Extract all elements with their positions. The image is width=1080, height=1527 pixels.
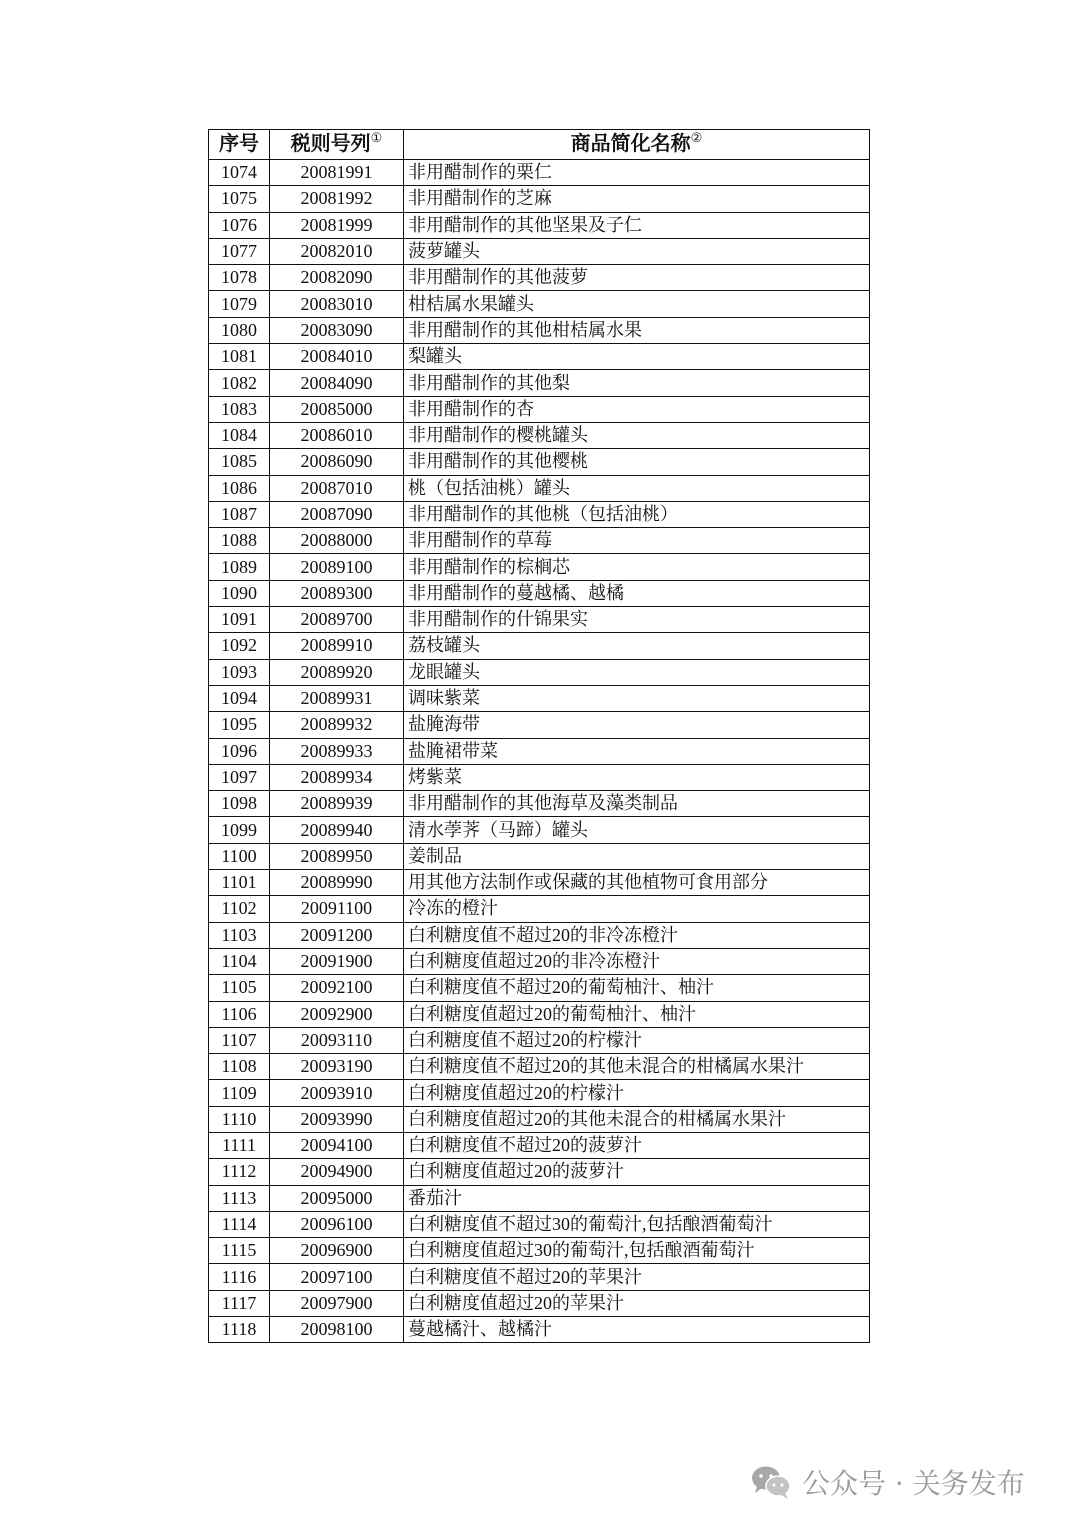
cell-code: 20089932 [270,712,404,738]
cell-name: 白利糖度值不超过20的葡萄柚汁、柚汁 [404,975,870,1001]
cell-seq: 1101 [209,870,270,896]
cell-seq: 1107 [209,1027,270,1053]
table-row [209,449,870,475]
watermark [750,1460,1025,1504]
table-row [209,528,870,554]
table-row [209,554,870,580]
table-row [209,475,870,501]
cell-code: 20089100 [270,554,404,580]
table-row [209,843,870,869]
cell-name: 龙眼罐头 [404,659,870,685]
cell-seq: 1100 [209,843,270,869]
cell-code: 20082090 [270,265,404,291]
cell-code: 20084090 [270,370,404,396]
cell-name: 白利糖度值超过20的柠檬汁 [404,1080,870,1106]
cell-code: 20094100 [270,1132,404,1158]
table-row [209,317,870,343]
cell-code: 20091100 [270,896,404,922]
cell-code: 20086010 [270,422,404,448]
cell-name: 非用醋制作的什锦果实 [404,607,870,633]
table-body [209,160,870,1343]
table-row [209,186,870,212]
cell-name: 用其他方法制作或保藏的其他植物可食用部分 [404,870,870,896]
table-row [209,791,870,817]
table-row [209,1185,870,1211]
header-code-note: ① [370,130,383,145]
table-row [209,922,870,948]
cell-code: 20089940 [270,817,404,843]
cell-code: 20081991 [270,160,404,186]
cell-seq: 1089 [209,554,270,580]
cell-seq: 1110 [209,1106,270,1132]
cell-name: 番茄汁 [404,1185,870,1211]
cell-code: 20086090 [270,449,404,475]
cell-code: 20089990 [270,870,404,896]
cell-seq: 1103 [209,922,270,948]
cell-seq: 1116 [209,1264,270,1290]
cell-name: 非用醋制作的其他菠萝 [404,265,870,291]
cell-name: 非用醋制作的樱桃罐头 [404,422,870,448]
cell-code: 20093910 [270,1080,404,1106]
cell-seq: 1090 [209,580,270,606]
table-row [209,738,870,764]
cell-name: 白利糖度值不超过20的非冷冻橙汁 [404,922,870,948]
cell-name: 非用醋制作的蔓越橘、越橘 [404,580,870,606]
table-row [209,1132,870,1158]
cell-code: 20095000 [270,1185,404,1211]
cell-seq: 1094 [209,685,270,711]
cell-name: 菠萝罐头 [404,238,870,264]
cell-name: 非用醋制作的其他坚果及子仁 [404,212,870,238]
cell-code: 20091200 [270,922,404,948]
cell-seq: 1093 [209,659,270,685]
cell-seq: 1106 [209,1001,270,1027]
cell-seq: 1078 [209,265,270,291]
cell-name: 白利糖度值超过20的非冷冻橙汁 [404,948,870,974]
cell-code: 20087010 [270,475,404,501]
cell-name: 非用醋制作的栗仁 [404,160,870,186]
cell-name: 调味紫菜 [404,685,870,711]
cell-name: 白利糖度值不超过20的菠萝汁 [404,1132,870,1158]
table-row [209,370,870,396]
cell-name: 姜制品 [404,843,870,869]
cell-code: 20098100 [270,1317,404,1343]
cell-code: 20083010 [270,291,404,317]
cell-seq: 1091 [209,607,270,633]
cell-name: 非用醋制作的棕榈芯 [404,554,870,580]
cell-code: 20093110 [270,1027,404,1053]
cell-name: 白利糖度值不超过30的葡萄汁,包括酿酒葡萄汁 [404,1211,870,1237]
table-row [209,948,870,974]
cell-code: 20089920 [270,659,404,685]
cell-seq: 1084 [209,422,270,448]
table-row [209,975,870,1001]
cell-seq: 1075 [209,186,270,212]
cell-code: 20089939 [270,791,404,817]
cell-seq: 1097 [209,764,270,790]
table-row [209,1106,870,1132]
cell-code: 20089950 [270,843,404,869]
table-row [209,1080,870,1106]
cell-name: 白利糖度值不超过20的苹果汁 [404,1264,870,1290]
cell-code: 20094900 [270,1159,404,1185]
cell-seq: 1079 [209,291,270,317]
table-row [209,896,870,922]
cell-code: 20093190 [270,1054,404,1080]
cell-seq: 1082 [209,370,270,396]
table-row [209,238,870,264]
cell-seq: 1096 [209,738,270,764]
cell-name: 非用醋制作的杏 [404,396,870,422]
cell-seq: 1076 [209,212,270,238]
cell-code: 20081992 [270,186,404,212]
cell-code: 20097100 [270,1264,404,1290]
cell-seq: 1117 [209,1290,270,1316]
table-row [209,265,870,291]
cell-name: 盐腌裙带菜 [404,738,870,764]
table-row [209,501,870,527]
cell-name: 非用醋制作的其他樱桃 [404,449,870,475]
cell-code: 20089910 [270,633,404,659]
table-row [209,633,870,659]
cell-seq: 1115 [209,1238,270,1264]
cell-code: 20089700 [270,607,404,633]
cell-seq: 1086 [209,475,270,501]
table-row [209,685,870,711]
cell-seq: 1104 [209,948,270,974]
cell-seq: 1077 [209,238,270,264]
cell-seq: 1083 [209,396,270,422]
table-row [209,1264,870,1290]
cell-name: 白利糖度值超过20的菠萝汁 [404,1159,870,1185]
table-row [209,607,870,633]
cell-seq: 1074 [209,160,270,186]
cell-seq: 1109 [209,1080,270,1106]
cell-seq: 1118 [209,1317,270,1343]
cell-name: 梨罐头 [404,344,870,370]
cell-code: 20088000 [270,528,404,554]
table-row [209,1211,870,1237]
cell-code: 20084010 [270,344,404,370]
header-code: 税则号列① [270,130,404,160]
cell-code: 20089934 [270,764,404,790]
cell-code: 20096900 [270,1238,404,1264]
header-seq: 序号 [209,130,270,160]
table-row [209,659,870,685]
table-row [209,396,870,422]
cell-name: 白利糖度值超过20的葡萄柚汁、柚汁 [404,1001,870,1027]
cell-name: 清水荸荠（马蹄）罐头 [404,817,870,843]
cell-seq: 1102 [209,896,270,922]
table-row [209,580,870,606]
cell-seq: 1095 [209,712,270,738]
cell-code: 20087090 [270,501,404,527]
cell-seq: 1114 [209,1211,270,1237]
cell-code: 20093990 [270,1106,404,1132]
table-row [209,291,870,317]
cell-code: 20092900 [270,1001,404,1027]
cell-name: 非用醋制作的芝麻 [404,186,870,212]
table-row [209,212,870,238]
cell-name: 蔓越橘汁、越橘汁 [404,1317,870,1343]
cell-seq: 1113 [209,1185,270,1211]
cell-name: 烤紫菜 [404,764,870,790]
table-row [209,712,870,738]
cell-name: 冷冻的橙汁 [404,896,870,922]
table-row [209,1027,870,1053]
cell-name: 非用醋制作的草莓 [404,528,870,554]
cell-seq: 1085 [209,449,270,475]
cell-code: 20081999 [270,212,404,238]
cell-name: 白利糖度值超过20的其他未混合的柑橘属水果汁 [404,1106,870,1132]
cell-seq: 1092 [209,633,270,659]
cell-name: 盐腌海带 [404,712,870,738]
header-name: 商品简化名称② [404,130,870,160]
cell-name: 白利糖度值不超过20的其他未混合的柑橘属水果汁 [404,1054,870,1080]
cell-seq: 1099 [209,817,270,843]
cell-code: 20091900 [270,948,404,974]
cell-seq: 1098 [209,791,270,817]
table-row [209,1054,870,1080]
cell-name: 非用醋制作的其他桃（包括油桃） [404,501,870,527]
tariff-table [208,129,870,1343]
table-row [209,1001,870,1027]
cell-name: 白利糖度值不超过20的柠檬汁 [404,1027,870,1053]
cell-seq: 1111 [209,1132,270,1158]
cell-seq: 1081 [209,344,270,370]
cell-seq: 1080 [209,317,270,343]
cell-code: 20089300 [270,580,404,606]
table-row [209,344,870,370]
cell-seq: 1105 [209,975,270,1001]
cell-seq: 1108 [209,1054,270,1080]
table-row [209,1159,870,1185]
cell-code: 20083090 [270,317,404,343]
table-row [209,1290,870,1316]
cell-code: 20089931 [270,685,404,711]
cell-code: 20092100 [270,975,404,1001]
table-row [209,870,870,896]
cell-code: 20082010 [270,238,404,264]
table-row [209,1317,870,1343]
header-name-note: ② [690,130,703,145]
cell-name: 非用醋制作的其他柑桔属水果 [404,317,870,343]
table-row [209,764,870,790]
cell-name: 白利糖度值超过20的苹果汁 [404,1290,870,1316]
cell-name: 荔枝罐头 [404,633,870,659]
cell-code: 20096100 [270,1211,404,1237]
header-row [209,130,870,160]
wechat-icon [750,1463,792,1501]
table-row [209,160,870,186]
cell-code: 20085000 [270,396,404,422]
table-row [209,422,870,448]
cell-name: 非用醋制作的其他梨 [404,370,870,396]
cell-name: 桃（包括油桃）罐头 [404,475,870,501]
watermark-text: 公众号 · 关务发布 [802,1467,1025,1500]
table-row [209,1238,870,1264]
cell-name: 柑桔属水果罐头 [404,291,870,317]
cell-code: 20097900 [270,1290,404,1316]
cell-seq: 1088 [209,528,270,554]
table-row [209,817,870,843]
cell-code: 20089933 [270,738,404,764]
cell-seq: 1087 [209,501,270,527]
cell-name: 白利糖度值超过30的葡萄汁,包括酿酒葡萄汁 [404,1238,870,1264]
cell-name: 非用醋制作的其他海草及藻类制品 [404,791,870,817]
cell-seq: 1112 [209,1159,270,1185]
